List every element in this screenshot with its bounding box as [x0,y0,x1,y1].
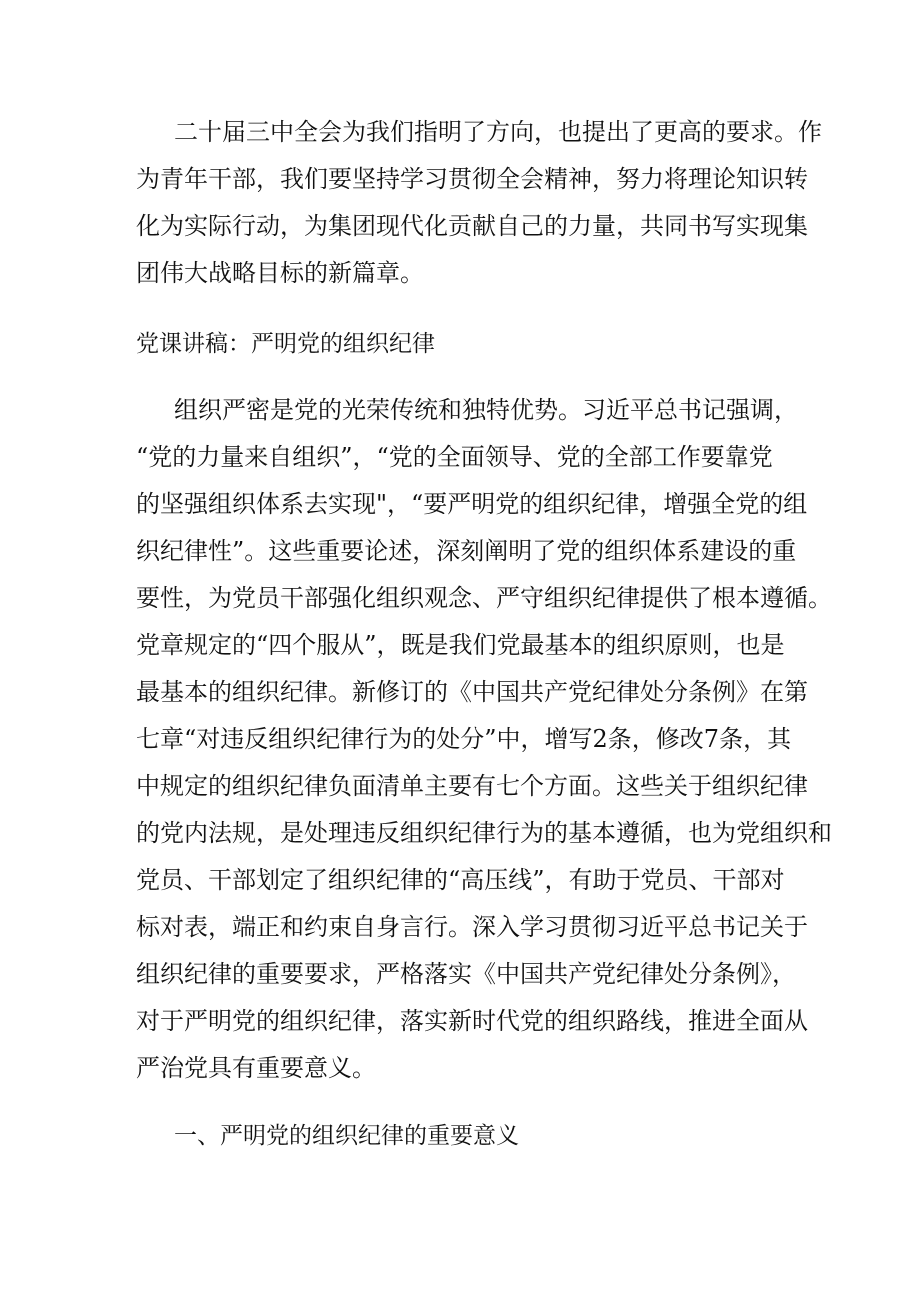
paragraph-line: 七章“对违反组织纪律行为的处分”中，增写2条，修改7条，其 [136,725,792,753]
section-heading: 一、严明党的组织纪律的重要意义 [174,1123,519,1149]
paragraph-line: 化为实际行动，为集团现代化贡献自己的力量，共同书写实现集 [136,212,808,240]
paragraph-line: 团伟大战略目标的新篇章。 [136,259,424,287]
paragraph-line: 为青年干部，我们要坚持学习贯彻全会精神，努力将理论知识转 [136,165,808,193]
paragraph-line: 党员、干部划定了组织纪律的“高压线”，有助于党员、干部对 [136,866,785,894]
paragraph-line: “党的力量来自组织”，“党的全面领导、党的全部工作要靠党 [136,443,773,471]
paragraph-line: 的坚强组织体系去实现"，“要严明党的组织纪律，增强全党的组 [136,490,808,518]
paragraph-line: 中规定的组织纪律负面清单主要有七个方面。这些关于组织纪律 [136,772,808,800]
paragraph-line: 最基本的组织纪律。新修订的《中国共产党纪律处分条例》在第 [136,678,808,706]
paragraph-line: 标对表，端正和约束自身言行。深入学习贯彻习近平总书记关于 [136,913,808,941]
paragraph-line: 组织严密是党的光荣传统和独特优势。习近平总书记强调， [174,396,798,424]
paragraph-line: 组织纪律的重要要求，严格落实《中国共产党纪律处分条例》， [136,960,796,988]
paragraph-line: 二十届三中全会为我们指明了方向，也提出了更高的要求。作 [174,118,822,146]
paragraph-line: 对于严明党的组织纪律，落实新时代党的组织路线，推进全面从 [136,1007,808,1035]
paragraph-line: 党章规定的“四个服从”，既是我们党最基本的组织原则，也是 [136,631,785,659]
paragraph-line: 严治党具有重要意义。 [136,1054,376,1082]
paragraph-line: 要性，为党员干部强化组织观念、严守组织纪律提供了根本遵循。 [136,584,832,612]
document-title: 党课讲稿：严明党的组织纪律 [136,331,435,357]
paragraph-line: 的党内法规，是处理违反组织纪律行为的基本遵循，也为党组织和 [136,819,832,847]
paragraph-line: 织纪律性”。这些重要论述，深刻阐明了党的组织体系建设的重 [136,537,797,565]
